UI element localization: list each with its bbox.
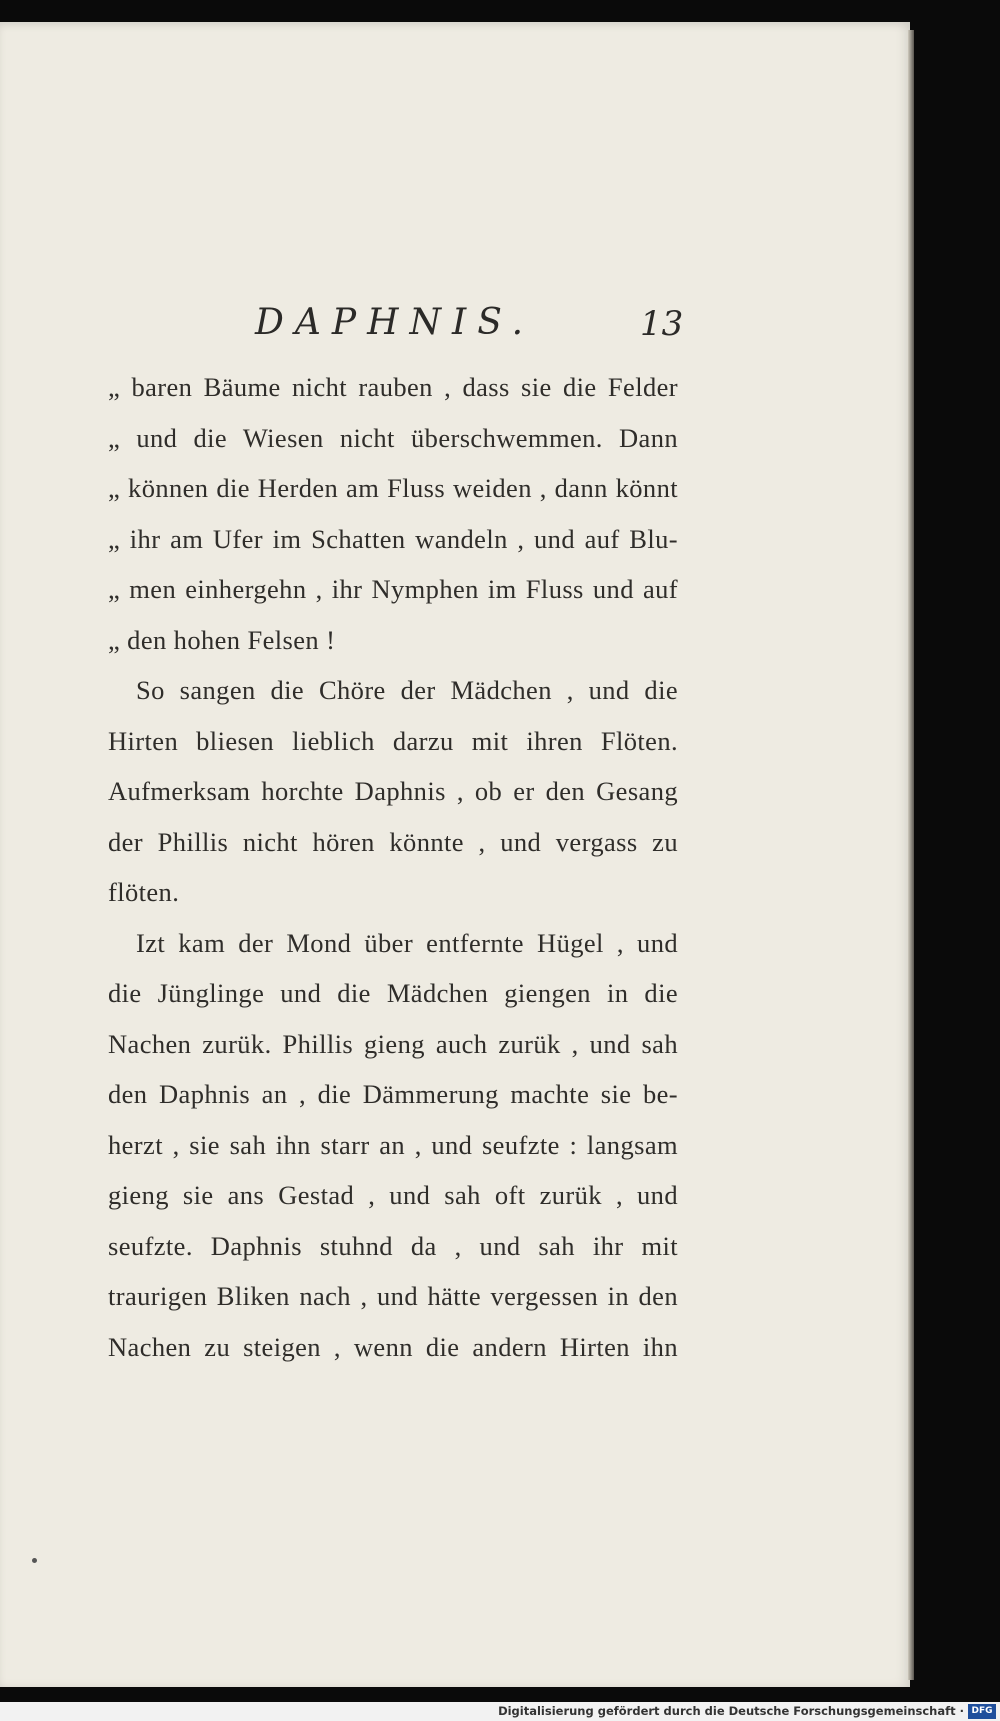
text-line: Nachen zu steigen , wenn die andern Hirten ihn bbox=[108, 1331, 678, 1362]
text-line: Aufmerksam horchte Daphnis , ob er den Gesang bbox=[108, 776, 678, 806]
text-line: die Jünglinge und die Mädchen giengen in die bbox=[108, 978, 678, 1008]
text-line: flöten. bbox=[108, 877, 180, 907]
text-line: den Daphnis an , die Dämmerung machte sie be- bbox=[108, 1079, 678, 1109]
text-line: seufzte. Daphnis stuhnd da , und sah ihr mit bbox=[108, 1230, 678, 1261]
running-head bbox=[0, 302, 910, 352]
page-edge-shadow bbox=[908, 30, 914, 1680]
text-line: Hirten bliesen lieblich darzu mit ihren Flöten. bbox=[108, 725, 678, 756]
text-line: „ und die Wiesen nicht überschwemmen. Dann bbox=[108, 422, 678, 453]
paper-speck bbox=[32, 1558, 37, 1563]
text-line: „ men einhergehn , ihr Nymphen im Fluss und auf bbox=[108, 574, 678, 604]
text-line: Nachen zurük. Phillis gieng auch zurük , und sah bbox=[108, 1028, 678, 1059]
footer-bar bbox=[0, 1702, 1000, 1721]
text-line: „ können die Herden am Fluss weiden , dann könnt bbox=[108, 473, 678, 503]
funding-credit: Digitalisierung gefördert durch die Deutsche Forschungsgemeinschaft · bbox=[498, 1704, 964, 1718]
text-line: herzt , sie sah ihn starr an , und seufzte : langsam bbox=[108, 1129, 678, 1160]
text-line: gieng sie ans Gestad , und sah oft zurük , und bbox=[108, 1180, 678, 1210]
running-head-title: DAPHNIS. bbox=[255, 302, 535, 343]
text-line: „ den hohen Felsen ! bbox=[108, 624, 336, 655]
book-page bbox=[0, 22, 910, 1687]
text-line: traurigen Bliken nach , und hätte vergessen in den bbox=[108, 1281, 678, 1311]
text-line: „ baren Bäume nicht rauben , dass sie die Felder bbox=[108, 372, 678, 402]
text-line: Izt kam der Mond über entfernte Hügel , und bbox=[136, 927, 678, 958]
text-line: „ ihr am Ufer im Schatten wandeln , und auf Blu- bbox=[108, 523, 678, 554]
body-text bbox=[108, 362, 678, 1372]
dfg-logo-icon: DFG bbox=[968, 1704, 996, 1719]
text-line: der Phillis nicht hören könnte , und vergass zu bbox=[108, 826, 678, 857]
text-line: So sangen die Chöre der Mädchen , und die bbox=[136, 675, 678, 705]
page-number: 13 bbox=[640, 304, 684, 344]
